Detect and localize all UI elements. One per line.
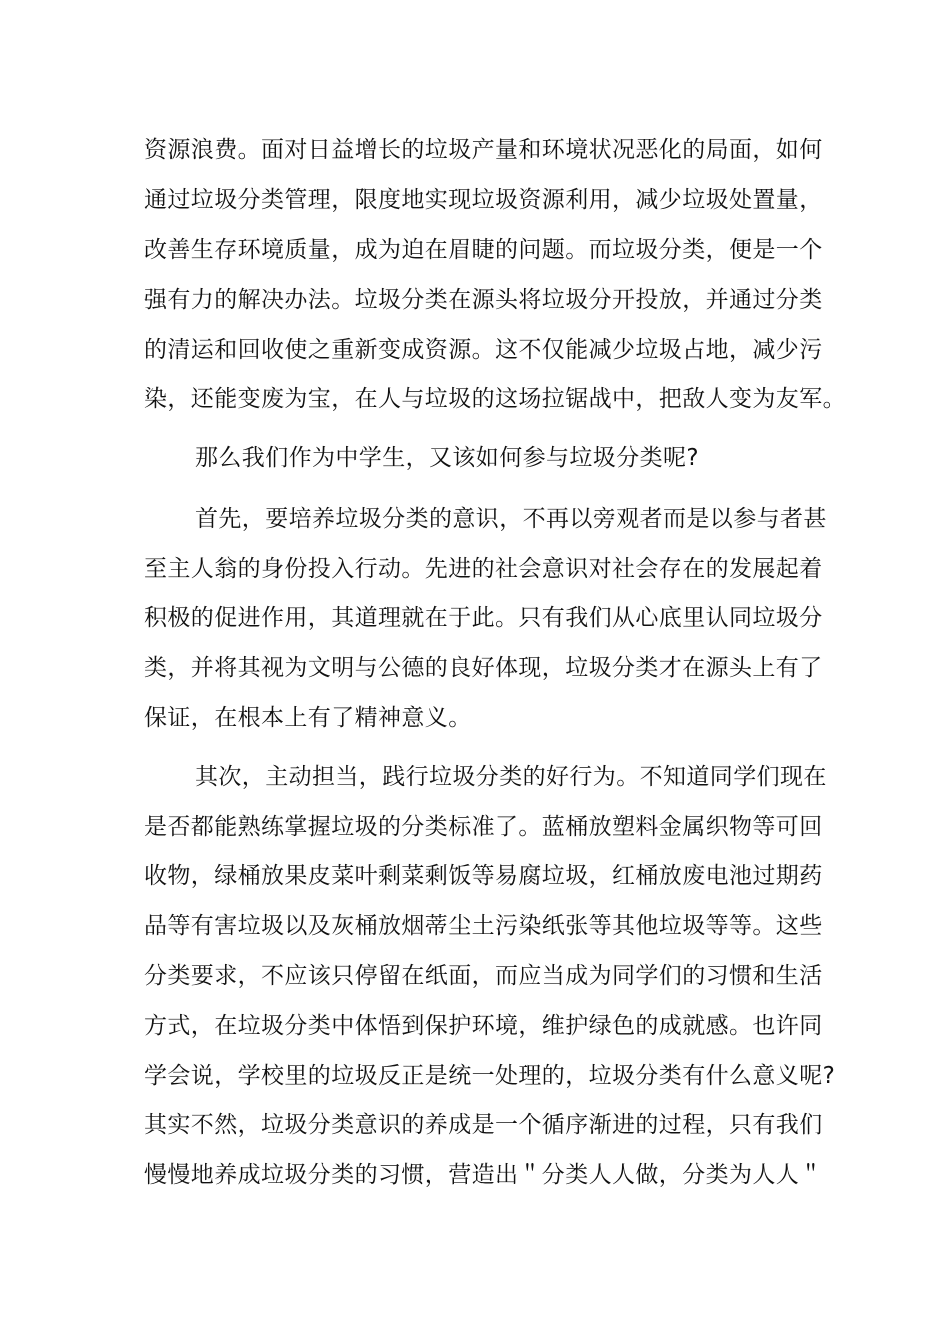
paragraph-4-line-7: 学会说，学校里的垃圾反正是统一处理的，垃圾分类有什么意义呢?	[144, 1063, 836, 1089]
paragraph-4-line-6: 方式，在垃圾分类中体悟到保护环境，维护绿色的成就感。也许同	[144, 1013, 823, 1039]
paragraph-3-line-3: 积极的促进作用，其道理就在于此。只有我们从心底里认同垃圾分	[144, 605, 823, 631]
paragraph-1-line-6: 染，还能变废为宝，在人与垃圾的这场拉锯战中，把敌人变为友军。	[144, 386, 846, 412]
paragraph-4-line-9: 慢慢地养成垃圾分类的习惯，营造出＂分类人人做，分类为人人＂	[144, 1162, 823, 1188]
paragraph-3-line-2: 至主人翁的身份投入行动。先进的社会意识对社会存在的发展起着	[144, 556, 823, 582]
paragraph-3-line-4: 类，并将其视为文明与公德的良好体现，垃圾分类才在源头上有了	[144, 655, 823, 681]
paragraph-4-line-5: 分类要求，不应该只停留在纸面，而应当成为同学们的习惯和生活	[144, 963, 823, 989]
paragraph-4-line-3: 收物，绿桶放果皮菜叶剩菜剩饭等易腐垃圾，红桶放废电池过期药	[144, 863, 823, 889]
paragraph-1-line-5: 的清运和回收使之重新变成资源。这不仅能减少垃圾占地，减少污	[144, 337, 823, 363]
paragraph-4-line-1: 其次，主动担当，践行垃圾分类的好行为。不知道同学们现在	[195, 764, 827, 790]
paragraph-1-line-3: 改善生存环境质量，成为迫在眉睫的问题。而垃圾分类，便是一个	[144, 237, 823, 263]
paragraph-4-line-8: 其实不然，垃圾分类意识的养成是一个循序渐进的过程，只有我们	[144, 1112, 823, 1138]
paragraph-1-line-1: 资源浪费。面对日益增长的垃圾产量和环境状况恶化的局面，如何	[144, 137, 823, 163]
paragraph-3-line-1: 首先，要培养垃圾分类的意识，不再以旁观者而是以参与者甚	[195, 506, 827, 532]
paragraph-1-line-2: 通过垃圾分类管理，限度地实现垃圾资源利用，减少垃圾处置量，	[144, 187, 823, 213]
paragraph-4-line-2: 是否都能熟练掌握垃圾的分类标准了。蓝桶放塑料金属织物等可回	[144, 814, 823, 840]
paragraph-3-line-5: 保证，在根本上有了精神意义。	[144, 705, 472, 731]
paragraph-4-line-4: 品等有害垃圾以及灰桶放烟蒂尘土污染纸张等其他垃圾等等。这些	[144, 913, 823, 939]
paragraph-2-line-1: 那么我们作为中学生，又该如何参与垃圾分类呢?	[195, 445, 700, 471]
paragraph-1-line-4: 强有力的解决办法。垃圾分类在源头将垃圾分开投放，并通过分类	[144, 287, 823, 313]
